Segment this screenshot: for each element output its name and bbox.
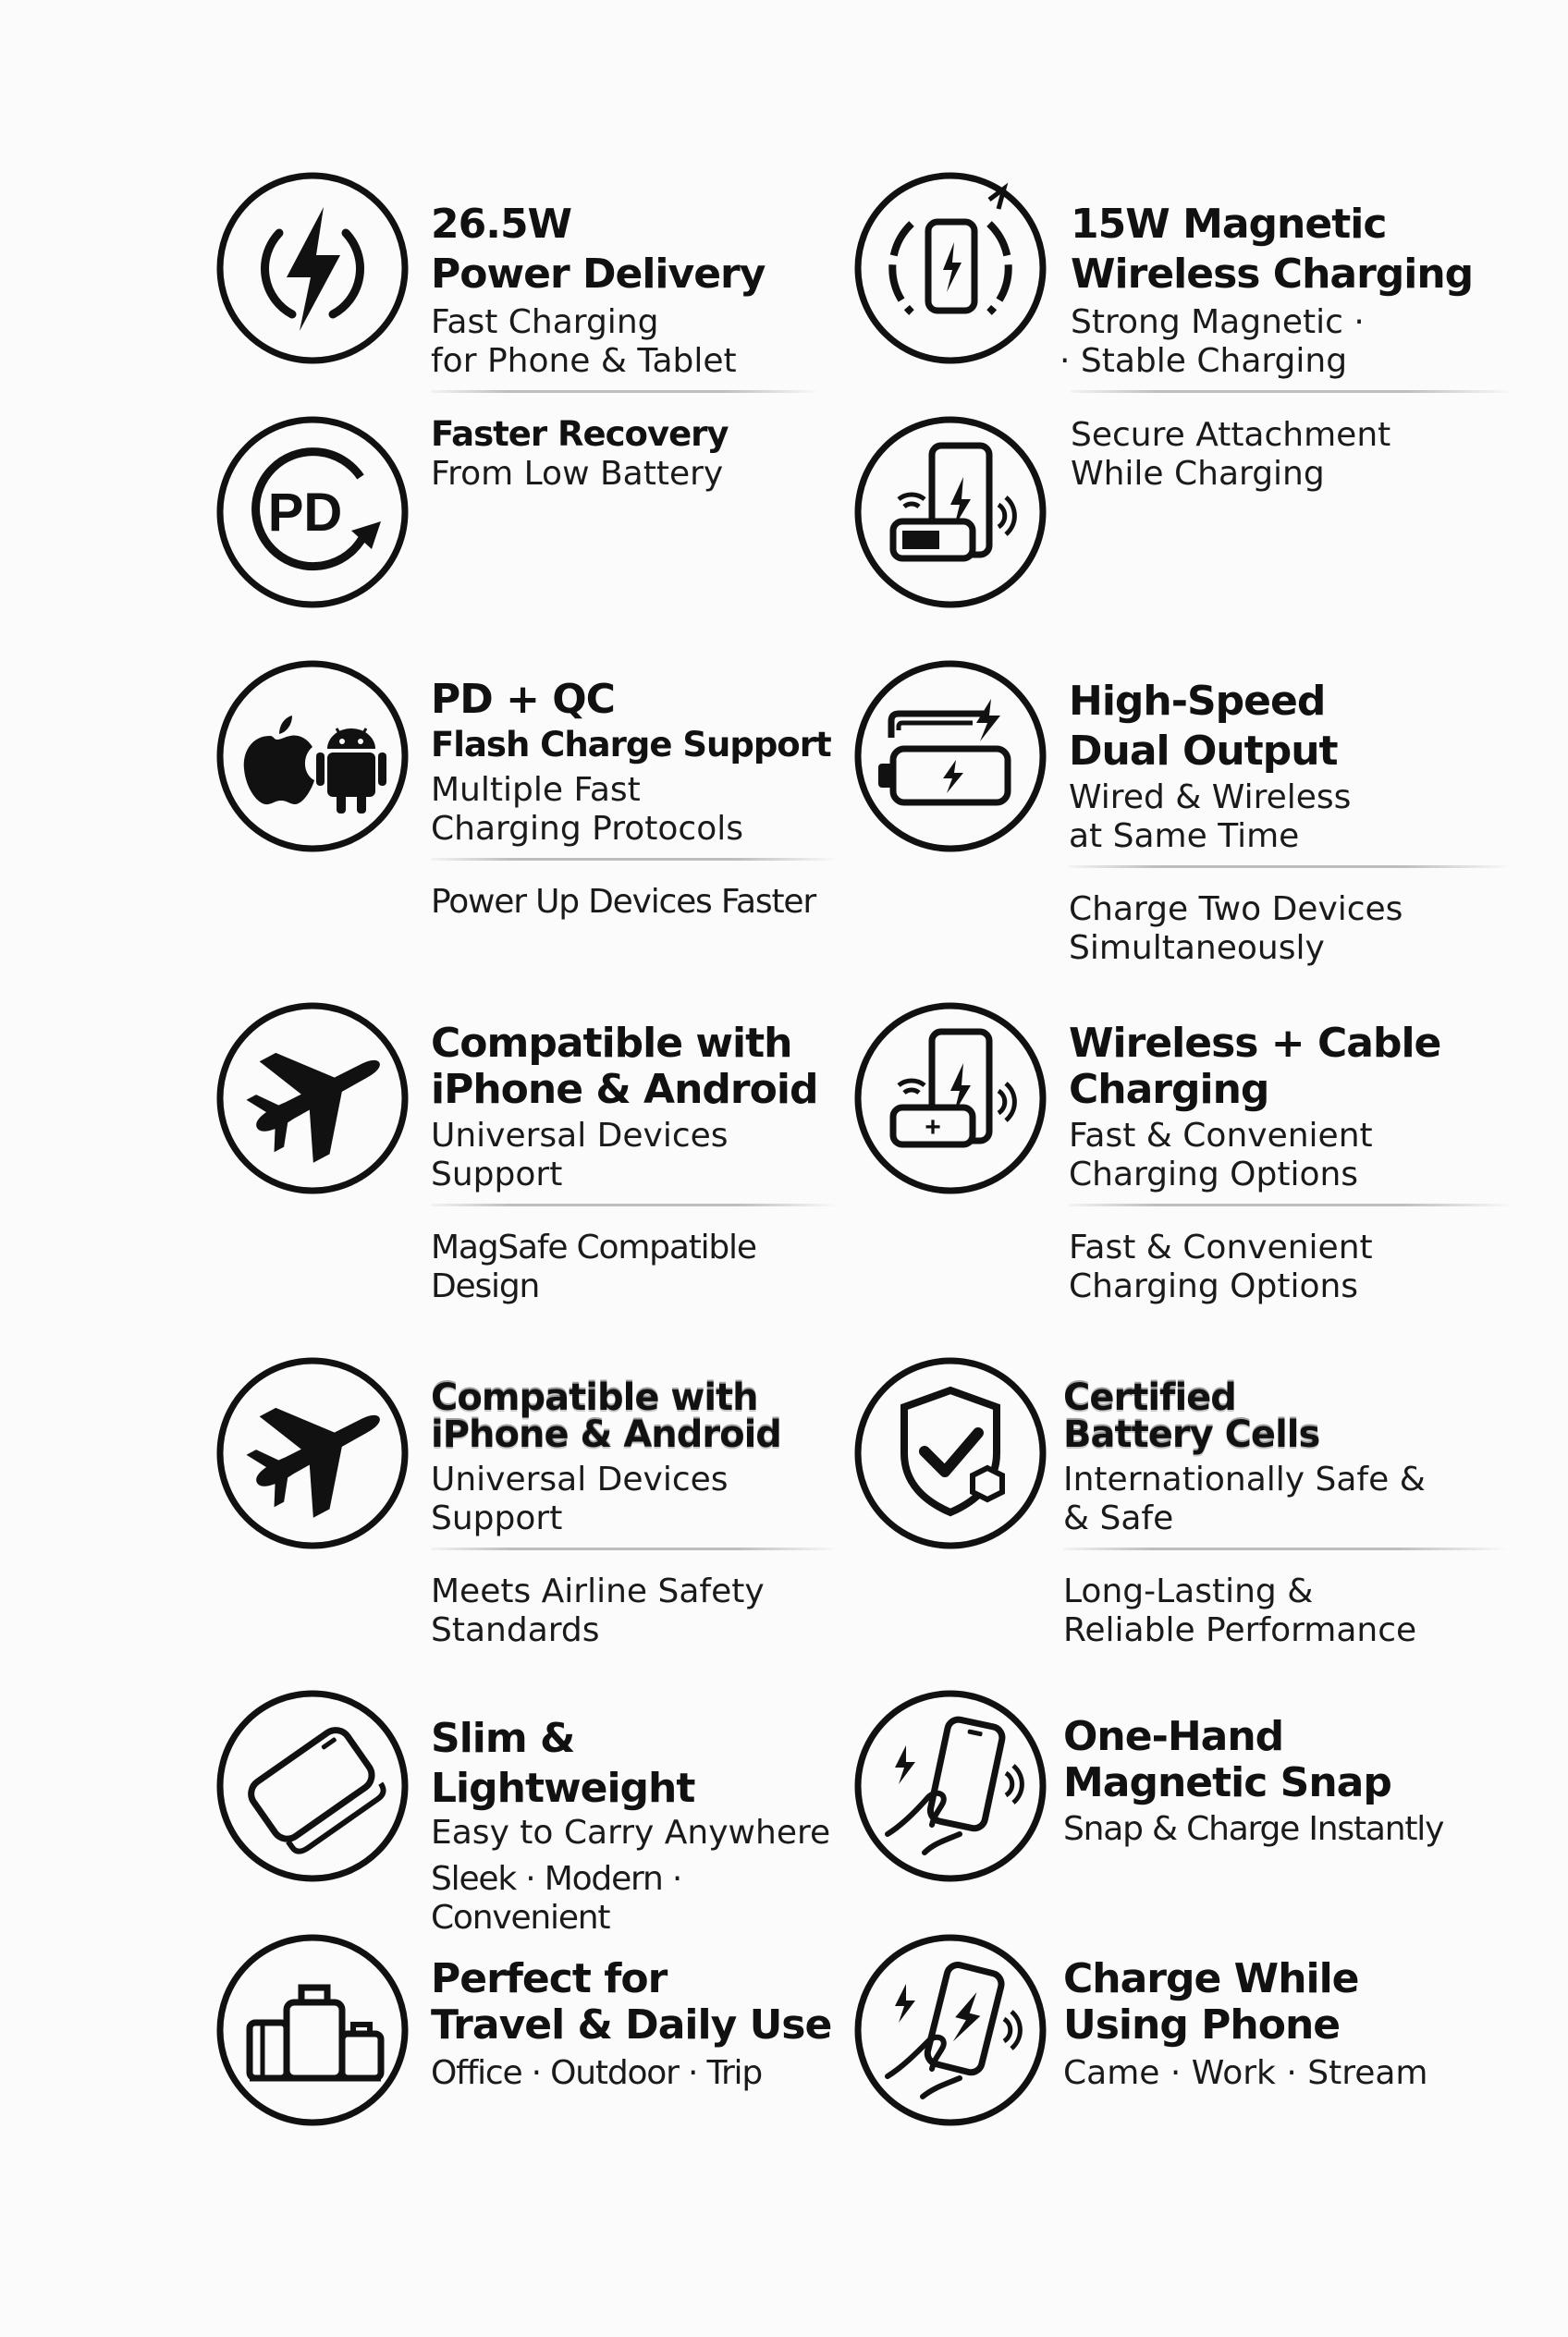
feature-subtitle: Fast & Convenient [1069,1117,1373,1155]
feature-certified-cells [1063,1379,1507,1650]
feature-slim [431,1714,838,1938]
lightning-icon [213,168,412,368]
feature-title: 26.5W [431,201,572,248]
hand-phone-icon [851,1686,1050,1886]
feature-subtitle: Sleek · Modern · Convenient [431,1860,682,1937]
feature-title: Using Phone [1063,2001,1341,2049]
feature-extra: MagSafe Compatible Design [431,1229,756,1305]
feature-extra: Fast & Convenient [1069,1229,1373,1266]
feature-title: High-Speed [1069,678,1326,725]
magnetic-phone-icon [851,168,1050,368]
feature-extra: Standards [431,1611,600,1649]
feature-subtitle: Snap & Charge Instantly [1063,1810,1444,1848]
feature-extra: Charge Two Devices [1069,890,1403,928]
feature-subtitle: Charging Options [1069,1156,1359,1193]
feature-extra: Power Up Devices Faster [431,883,815,921]
phone-battery-icon [851,412,1050,612]
feature-subtitle: Office · Outdoor · Trip [431,2054,763,2092]
feature-extra: Simultaneously [1069,929,1325,967]
feature-title: Power Delivery [431,251,766,298]
feature-compatible [431,1021,838,1306]
feature-title: PD + QC [431,676,615,723]
feature-title: One-Hand [1063,1713,1284,1760]
feature-extra: Long-Lasting & [1063,1572,1314,1610]
divider [431,858,838,861]
airplane-icon [213,998,412,1198]
svg-text:PD: PD [267,483,343,543]
feature-one-hand-snap [1063,1714,1507,1849]
feature-subtitle: Support [431,1499,563,1537]
feature-airline-safety [431,1379,838,1650]
feature-subtitle: Fast Charging [431,303,659,341]
wireless-cable-icon [851,998,1050,1198]
feature-subtitle: Universal Devices [431,1117,729,1155]
feature-subtitle: From Low Battery [431,455,724,493]
divider [1069,865,1513,868]
feature-subtitle: & Safe [1063,1499,1174,1537]
feature-title: Compatible with [431,1020,792,1067]
airplane-icon [213,1353,412,1553]
feature-subtitle: Wired & Wireless [1069,778,1352,816]
feature-subtitle: Multiple Fast [431,771,641,809]
feature-title: Travel & Daily Use [431,2001,832,2049]
feature-subtitle: for Phone & Tablet [431,342,737,380]
feature-wireless-cable [1069,1021,1513,1306]
feature-secure-attachment [1071,416,1514,494]
feature-subtitle: · Stable Charging [1060,342,1348,380]
feature-subtitle: at Same Time [1069,817,1300,855]
feature-title: Certified [1063,1377,1236,1419]
feature-pd-qc [431,675,838,922]
divider [431,390,819,393]
feature-title: Faster Recovery [431,414,729,454]
feature-subtitle: Support [431,1156,563,1193]
feature-title: Charge While [1063,1955,1359,2002]
divider [1069,1204,1513,1206]
feature-title: iPhone & Android [431,1066,818,1113]
feature-subtitle: Internationally Safe & [1063,1461,1426,1499]
pd-icon [213,412,412,612]
feature-subtitle: Secure Attachment [1071,416,1391,454]
feature-title: Magnetic Snap [1063,1759,1391,1806]
feature-subtitle: Strong Magnetic · [1071,303,1365,341]
feature-extra: Meets Airline Safety [431,1572,765,1610]
feature-faster-recovery [431,414,819,494]
shield-check-icon [851,1353,1050,1553]
feature-dual-output [1069,677,1513,968]
feature-title: 15W Magnetic [1071,201,1387,248]
feature-subtitle: Came · Work · Stream [1063,2054,1428,2092]
luggage-icon [213,1930,412,2130]
divider [1063,1548,1507,1550]
apple-android-icon [213,656,412,856]
feature-title: Perfect for [431,1955,668,2002]
feature-title: Wireless Charging [1071,251,1474,298]
hand-charge-icon [851,1930,1050,2130]
feature-magnetic-wireless [1060,200,1514,415]
feature-title: Dual Output [1069,728,1338,775]
feature-title: iPhone & Android [431,1413,781,1456]
feature-title: Wireless + Cable [1069,1020,1441,1067]
divider [431,1548,838,1550]
dual-output-icon [851,656,1050,856]
slim-phone-icon [213,1686,412,1886]
feature-extra: Reliable Performance [1063,1611,1417,1649]
feature-subtitle: Charging Protocols [431,810,743,848]
feature-title: Battery Cells [1063,1413,1320,1456]
feature-title: Compatible with [431,1377,758,1419]
feature-power-delivery [431,200,819,415]
feature-title: Slim & Lightweight [431,1715,695,1812]
feature-title: Charging [1069,1066,1269,1113]
divider [1071,390,1514,393]
svg-text:+: + [925,1112,941,1143]
feature-title: Flash Charge Support [431,725,831,765]
feature-subtitle: While Charging [1071,455,1325,493]
feature-extra: Charging Options [1069,1267,1359,1305]
feature-charge-while-using [1063,1956,1507,2093]
divider [431,1204,838,1206]
feature-subtitle: Universal Devices [431,1461,729,1499]
feature-subtitle: Easy to Carry Anywhere [431,1814,831,1852]
feature-travel [431,1956,838,2093]
